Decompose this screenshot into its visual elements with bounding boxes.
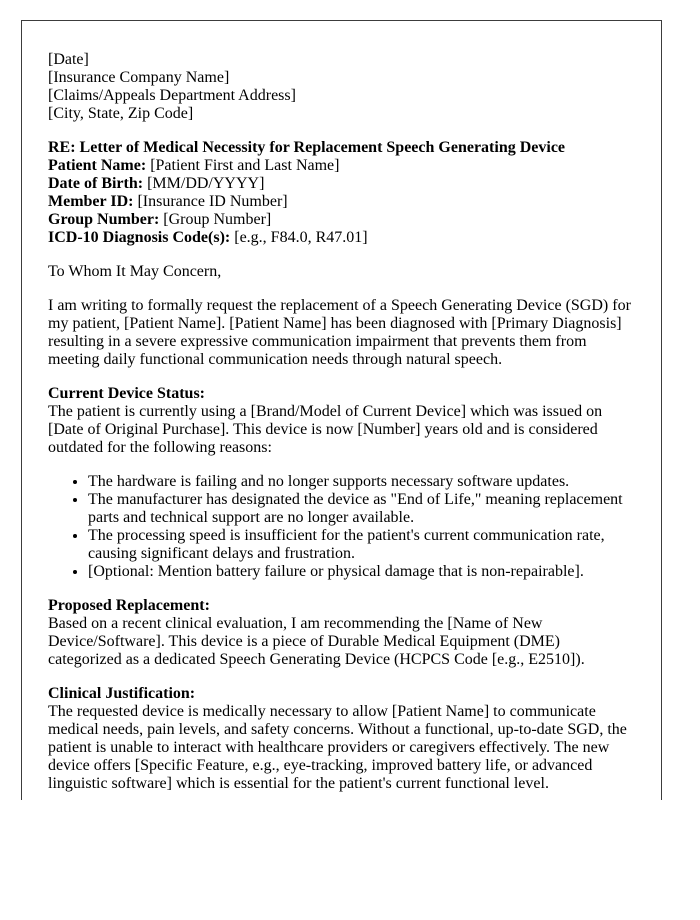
list-item-processing-speed: • The processing speed is insufficient for the patient's current communication rate, causing significant delays and frustration.: [88, 527, 635, 563]
group-number-value: [Group Number]: [163, 211, 272, 228]
current-device-status-section: [48, 385, 635, 457]
date-of-birth-value: [MM/DD/YYYY]: [147, 175, 265, 192]
current-device-status-body: The patient is currently using a [Brand/Model of Current Device] which was issued on [Date of Original Purchase]. This device is now [Number] years old and is considered outdated for the following reasons:: [48, 403, 603, 456]
member-id-value: [Insurance ID Number]: [137, 193, 288, 210]
clinical-justification-section: [48, 685, 635, 793]
proposed-replacement-section: [48, 597, 635, 669]
address-block: [48, 51, 635, 123]
icd10-code-label: ICD-10 Diagnosis Code(s):: [48, 229, 231, 246]
address-line-insurance-company: [Insurance Company Name]: [48, 69, 230, 86]
address-line-city-state-zip: [City, State, Zip Code]: [48, 105, 194, 122]
intro-paragraph: I am writing to formally request the replacement of a Speech Generating Device (SGD) for my patient, [Patient Name]. [Patient Name] has been diagnosed with [Primary Diagnosis] resulting in a severe expressive communication impairment that prevents them from meeting daily functional communication needs through natural speech.: [48, 297, 631, 368]
device-issues-list: [48, 473, 635, 581]
list-item-end-of-life: • The manufacturer has designated the device as "End of Life," meaning replacement parts and technical support are no longer available.: [88, 491, 635, 527]
icd10-code-value: [e.g., F84.0, R47.01]: [234, 229, 368, 246]
subject-line: RE: Letter of Medical Necessity for Replacement Speech Generating Device: [48, 139, 566, 156]
address-line-department: [Claims/Appeals Department Address]: [48, 87, 296, 104]
clinical-justification-body: The requested device is medically necessary to allow [Patient Name] to communicate medical needs, pain levels, and safety concerns. Without a functional, up-to-date SGD, the patient is unable to interact with healthcare providers or caregivers effectively. The new device offers [Specific Feature, e.g., eye-tracking, improved battery life, or advanced linguistic software] which is essential for the patient's current functional level.: [48, 703, 627, 792]
subject-and-patient-info-block: [48, 139, 635, 247]
patient-name-label: Patient Name:: [48, 157, 147, 174]
proposed-replacement-body: Based on a recent clinical evaluation, I am recommending the [Name of New Device/Software]. This device is a piece of Durable Medical Equipment (DME) categorized as a dedicated Speech Generating Device (HCPCS Code [e.g., E2510]).: [48, 615, 585, 668]
salutation: To Whom It May Concern,: [48, 263, 222, 280]
member-id-label: Member ID:: [48, 193, 134, 210]
list-item-hardware-failing: • The hardware is failing and no longer supports necessary software updates.: [88, 473, 635, 491]
list-item-optional-damage: • [Optional: Mention battery failure or physical damage that is non-repairable].: [88, 563, 635, 581]
address-line-date: [Date]: [48, 51, 89, 68]
clinical-justification-heading: Clinical Justification:: [48, 685, 196, 702]
date-of-birth-label: Date of Birth:: [48, 175, 144, 192]
current-device-status-heading: Current Device Status:: [48, 385, 206, 402]
proposed-replacement-heading: Proposed Replacement:: [48, 597, 210, 614]
patient-name-value: [Patient First and Last Name]: [150, 157, 340, 174]
group-number-label: Group Number:: [48, 211, 160, 228]
letter-document: [21, 20, 662, 800]
